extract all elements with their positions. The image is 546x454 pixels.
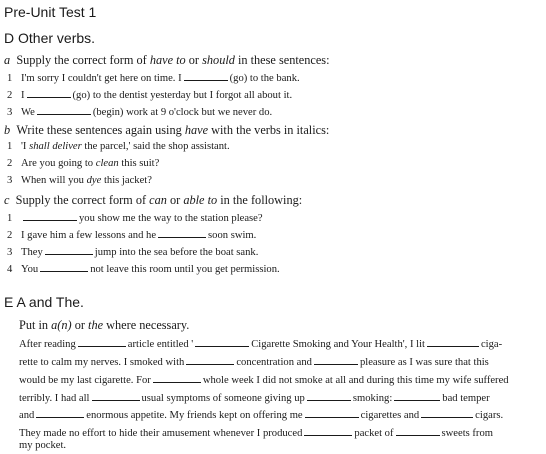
answer-blank[interactable]: [23, 211, 77, 221]
answer-blank[interactable]: [184, 71, 228, 81]
answer-blank[interactable]: [37, 105, 91, 115]
exercise-b-item: 1 'I shall deliver the parcel,' said the shop assistant.: [7, 141, 230, 152]
exercise-c-instruction: c Supply the correct form of can or able to in the following:: [4, 193, 303, 207]
passage-line: rette to calm my nerves. I smoked with concentration and pleasure as I was sure that this: [19, 357, 489, 368]
exercise-b-item: 3 When will you dye this jacket?: [7, 175, 152, 186]
answer-blank[interactable]: [394, 391, 440, 401]
exercise-b-instruction: b Write these sentences again using have with the verbs in italics:: [4, 123, 330, 137]
passage-line: After reading article entitled ' Cigarette Smoking and Your Health', I lit ciga-: [19, 339, 503, 350]
answer-blank[interactable]: [36, 408, 84, 418]
answer-blank[interactable]: [45, 245, 93, 255]
exercise-a-item: 1 I'm sorry I couldn't get here on time. I (go) to the bank.: [7, 73, 300, 84]
answer-blank[interactable]: [158, 228, 206, 238]
answer-blank[interactable]: [307, 391, 351, 401]
passage-line: terribly. I had all usual symptoms of someone giving up smoking: bad temper: [19, 393, 490, 404]
exercise-c-item: 3 They jump into the sea before the boat sank.: [7, 247, 259, 258]
exercise-c-label: c: [4, 193, 10, 207]
page-title: Pre-Unit Test 1: [4, 4, 97, 20]
answer-blank[interactable]: [78, 337, 126, 347]
passage-line: would be my last cigarette. For whole week I did not smoke at all and during this time my wife suffered: [19, 375, 509, 386]
section-d-heading: D Other verbs.: [4, 30, 96, 46]
answer-blank[interactable]: [195, 337, 249, 347]
answer-blank[interactable]: [186, 355, 234, 365]
exercise-a-item: 3 We (begin) work at 9 o'clock but we never do.: [7, 107, 273, 118]
exercise-a-label: a: [4, 53, 11, 67]
answer-blank[interactable]: [27, 88, 71, 98]
passage-line: They made no effort to hide their amusement whenever I produced packet of sweets from: [19, 428, 493, 439]
exercise-a-instruction: a Supply the correct form of have to or should in these sentences:: [4, 53, 330, 67]
answer-blank[interactable]: [304, 426, 352, 436]
exercise-b-label: b: [4, 123, 11, 137]
passage-line: and enormous appetite. My friends kept on offering me cigarettes and cigars.: [19, 410, 504, 421]
exercise-c-item: 4 You not leave this room until you get permission.: [7, 264, 280, 275]
section-e-heading: E A and The.: [4, 294, 84, 310]
answer-blank[interactable]: [421, 408, 473, 418]
exercise-c-item: 1 you show me the way to the station please?: [7, 213, 263, 224]
answer-blank[interactable]: [396, 426, 440, 436]
exercise-e-instruction: Put in a(n) or the where necessary.: [19, 318, 190, 332]
answer-blank[interactable]: [153, 373, 201, 383]
answer-blank[interactable]: [427, 337, 479, 347]
exercise-b-item: 2 Are you going to clean this suit?: [7, 158, 160, 169]
exercise-a-item: 2 I (go) to the dentist yesterday but I forgot all about it.: [7, 90, 293, 101]
answer-blank[interactable]: [305, 408, 359, 418]
answer-blank[interactable]: [40, 262, 88, 272]
answer-blank[interactable]: [92, 391, 140, 401]
passage-line: my pocket.: [19, 440, 67, 451]
exercise-c-item: 2 I gave him a few lessons and he soon swim.: [7, 230, 257, 241]
answer-blank[interactable]: [314, 355, 358, 365]
